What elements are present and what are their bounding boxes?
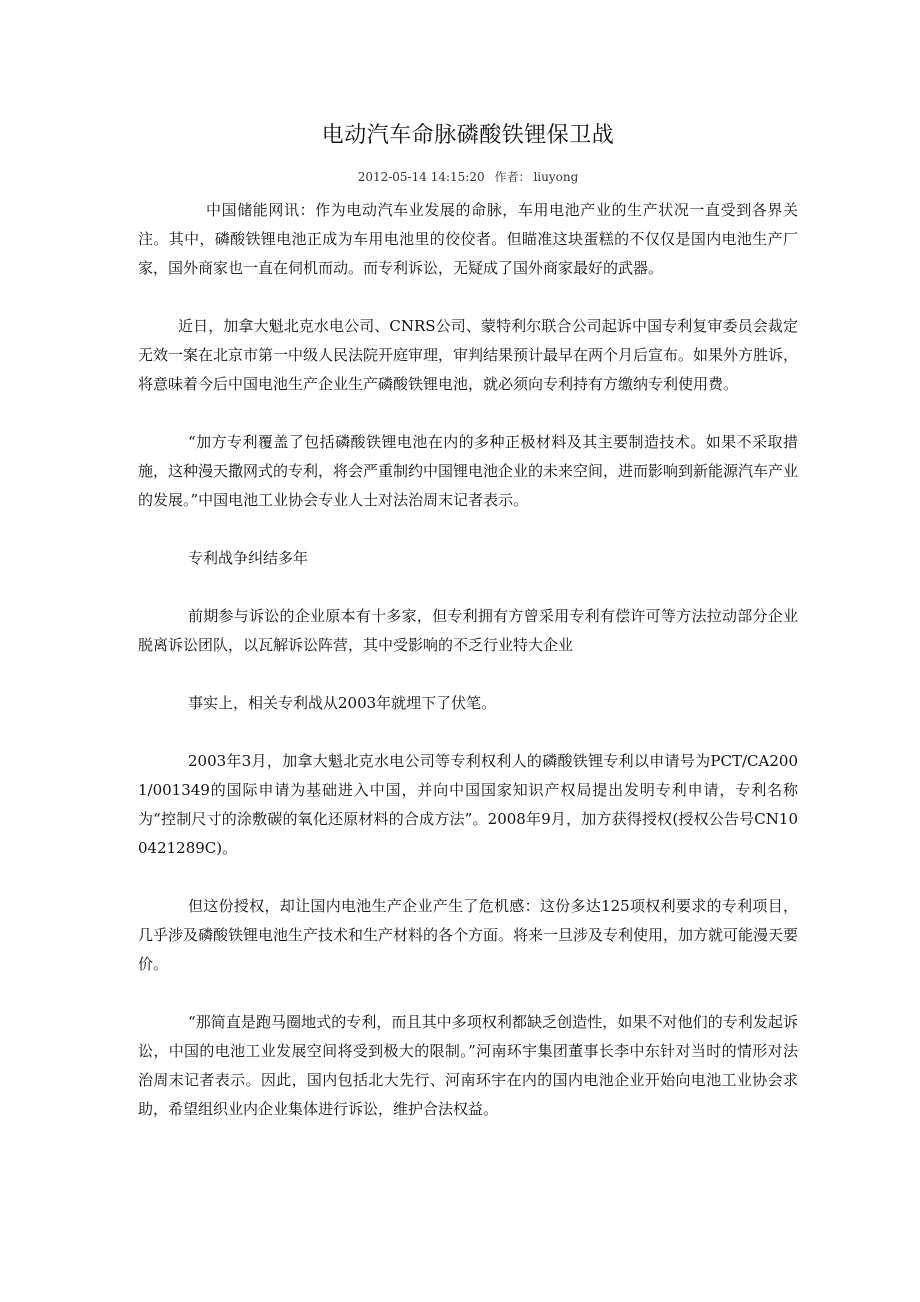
article [138,118,798,1153]
article-title: 电动汽车命脉磷酸铁锂保卫战 [321,123,615,148]
paragraph-patent-application: 2003年3月，加拿大魁北克水电公司等专利权利人的磷酸铁锂专利以申请号为PCT/CA2001/001349的国际申请为基础进入中国，并向中国国家知识产权局提出发明专利申请，专利名称为“控制尺寸的涂敷碳的氧化还原材料的合成方法”。2008年9月，加方获得授权(授权公告号CN100421289C)。 [138,752,798,857]
paragraph-2003-origin: 事实上，相关专利战从2003年就埋下了伏笔。 [188,694,497,712]
section-heading: 专利战争纠结多年 [188,549,309,567]
paragraph-early-litigants: 前期参与诉讼的企业原本有十多家，但专利拥有方曾采用专利有偿许可等方法拉动部分企业脱离诉讼团队，以瓦解诉讼阵营，其中受影响的不乏行业特大企业 [138,607,798,654]
publish-datetime: 2012-05-14 14:15:20 [357,170,485,184]
author-label: 作者： [494,170,531,184]
paragraph-lawsuit: 近日，加拿大魁北克水电公司、CNRS公司、蒙特利尔联合公司起诉中国专利复审委员会裁定无效一案在北京市第一中级人民法院开庭审理，审判结果预计最早在两个月后宣布。如果外方胜诉，将意味着今后中国电池生产企业生产磷酸铁锂电池，就必须向专利持有方缴纳专利使用费。 [138,317,799,393]
paragraph-quote-chairman: “那简直是跑马圈地式的专利，而且其中多项权利都缺乏创造性，如果不对他们的专利发起诉讼，中国的电池工业发展空间将受到极大的限制。”河南环宇集团董事长李中东针对当时的情形对法治周末记者表示。因此，国内包括北大先行、河南环宇在内的国内电池企业开始向电池工业协会求助，希望组织业内企业集体进行诉讼，维护合法权益。 [138,1013,798,1118]
paragraph-quote-association: “加方专利覆盖了包括磷酸铁锂电池在内的多种正极材料及其主要制造技术。如果不采取措施，这种漫天撒网式的专利，将会严重制约中国锂电池企业的未来空间，进而影响到新能源汽车产业的发展。”中国电池工业协会专业人士对法治周末记者表示。 [138,433,799,509]
article-meta [138,168,798,186]
author-name: liuyong [533,170,579,184]
paragraph-crisis: 但这份授权，却让国内电池生产企业产生了危机感：这份多达125项权利要求的专利项目，几乎涉及磷酸铁锂电池生产技术和生产材料的各个方面。将来一旦涉及专利使用，加方就可能漫天要价。 [138,897,799,973]
paragraph-intro: 中国储能网讯：作为电动汽车业发展的命脉，车用电池产业的生产状况一直受到各界关注。其中，磷酸铁锂电池正成为车用电池里的佼佼者。但瞄准这块蛋糕的不仅仅是国内电池生产厂家，国外商家也一直在伺机而动。而专利诉讼，无疑成了国外商家最好的武器。 [138,201,798,277]
